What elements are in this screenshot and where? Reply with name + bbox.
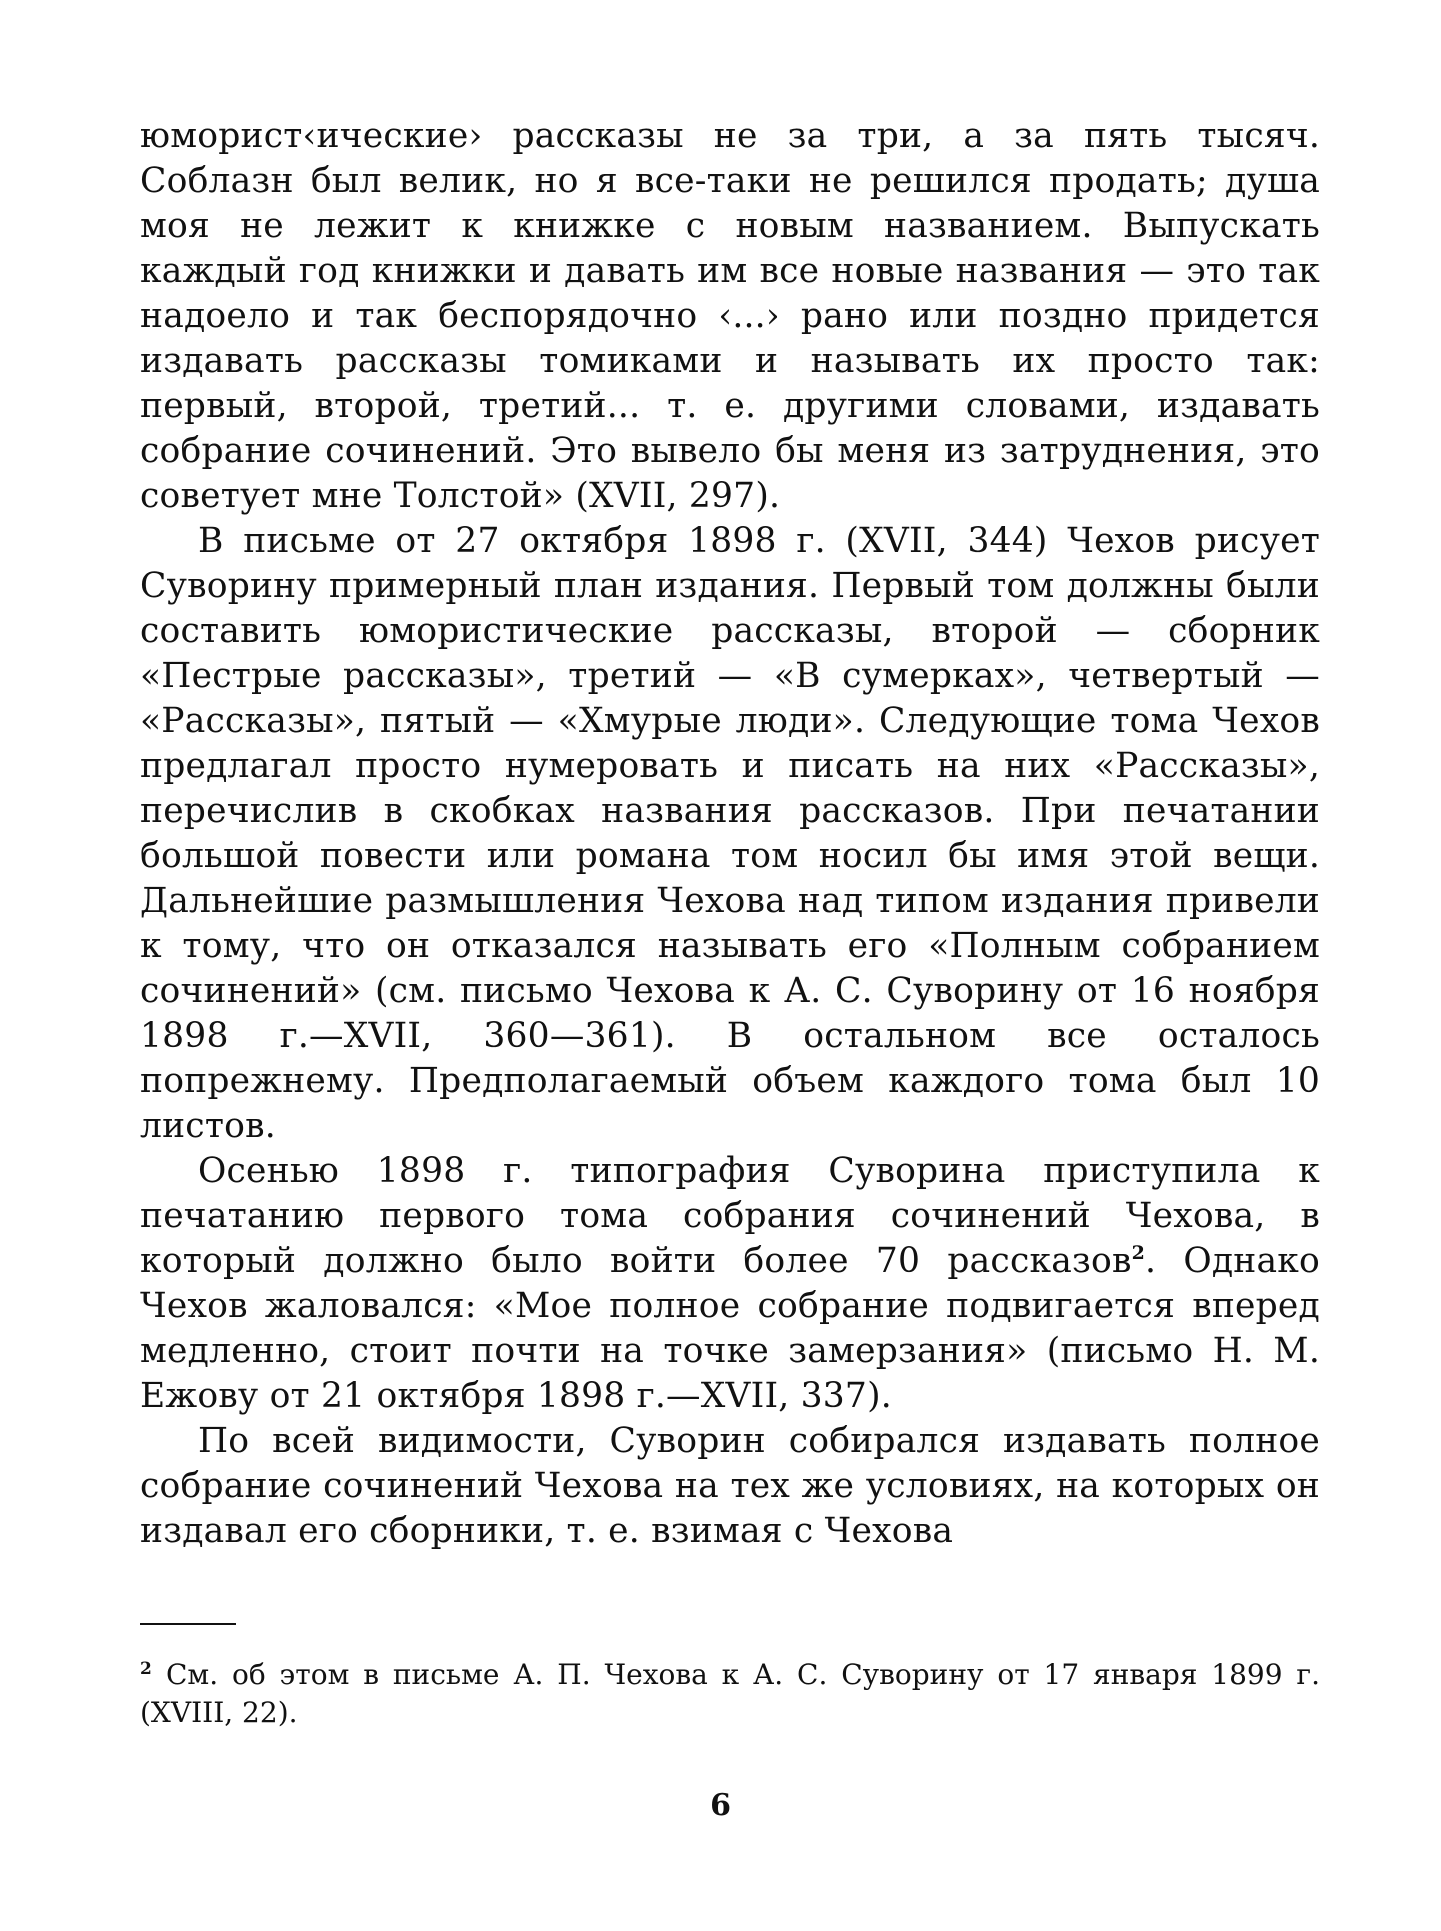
footnote [140, 1650, 1320, 1732]
paragraph-4: По всей видимости, Суворин собирался издавать полное собрание сочинений Чехова на тех же условиях, на которых он издавал его сборники, т. е. взимая с Чехова [140, 1421, 1320, 1551]
footnote-separator [140, 1623, 236, 1625]
paragraph-2: В письме от 27 октября 1898 г. (XVII, 344) Чехов рисует Суворину примерный план издания. Первый том должны были составить юмористические рассказы, второй — сборник «Пестрые рассказы», третий — «В сумерках», четвертый — «Рассказы», пятый — «Хмурые люди». Следующие тома Чехов предлагал просто нумеровать и писать на них «Рассказы», перечислив в скобках названия рассказов. При печатании большой повести или романа том носил бы имя этой вещи. Дальнейшие размышления Чехова над типом издания привели к тому, что он отказался называть его «Полным собранием сочинений» (см. письмо Чехова к А. С. Суворину от 16 ноября 1898 г.—XVII, 360—361). В остальном все осталось попрежнему. Предполагаемый объем каждого тома был 10 листов. [140, 521, 1320, 1146]
paragraph-1: юморист‹ические› рассказы не за три, а за пять тысяч. Соблазн был велик, но я все-таки не решился продать; душа моя не лежит к книжке с новым названием. Выпускать каждый год книжки и давать им все новые названия — это так надоело и так беспорядочно ‹...› рано или поздно придется издавать рассказы томиками и называть их просто так: первый, второй, третий... т. е. другими словами, издавать собрание сочинений. Это вывело бы меня из затруднения, это советует мне Толстой» (XVII, 297). [140, 116, 1320, 516]
footnote-mark: 2 [140, 1659, 152, 1679]
paragraph-3 [140, 1149, 1320, 1419]
footnote-text: См. об этом в письме А. П. Чехова к А. С. Суворину от 17 января 1899 г. (XVIII, 22). [140, 1658, 1320, 1729]
paragraph-3-text-after-ref: . Однако Чехов жаловался: «Мое полное собрание подвигается вперед медленно, стоит почти на точке замерзания» (письмо Н. М. Ежову от 21 октября 1898 г.—XVII, 337). [140, 1241, 1320, 1416]
page-body [140, 114, 1320, 1554]
main-text [140, 114, 1320, 1554]
paragraph-3-text-before-ref: Осенью 1898 г. типография Суворина приступила к печатанию первого тома собрания сочинений Чехова, в который должно было войти более 70 рассказов [140, 1151, 1320, 1281]
page-number: 6 [710, 1788, 731, 1823]
footnote-reference: 2 [1131, 1242, 1146, 1264]
